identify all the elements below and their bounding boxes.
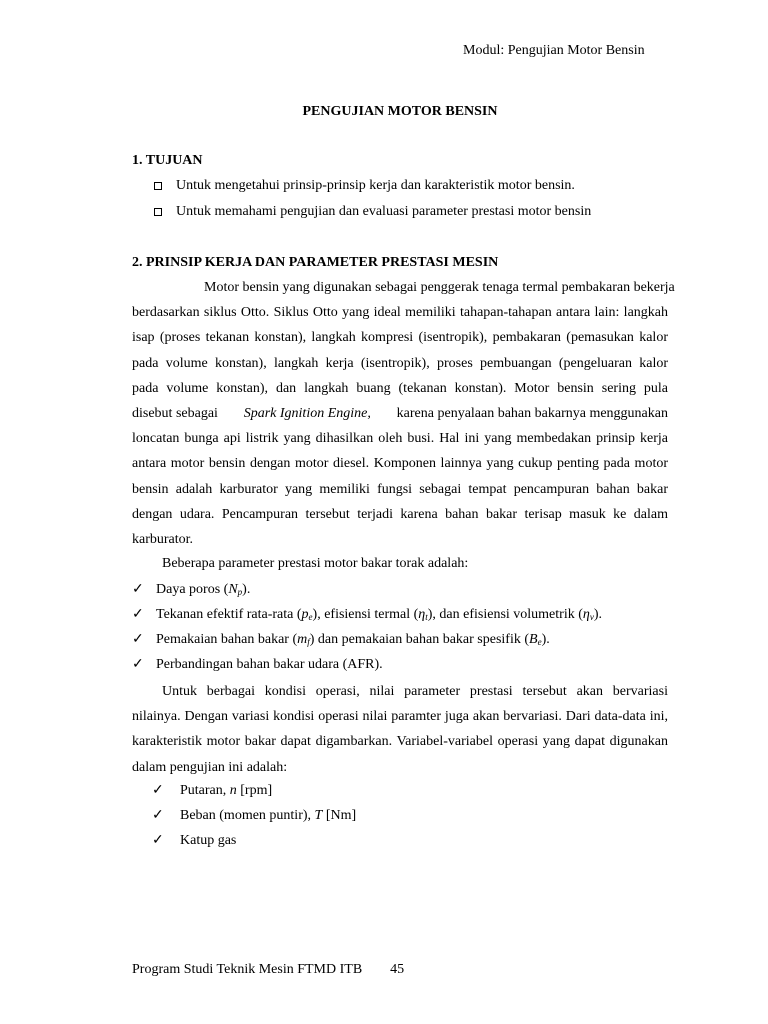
italic-term: Spark Ignition Engine, [243, 405, 371, 421]
paragraph-line: nilainya. Dengan variasi kondisi operasi nilai paramter juga akan bervariasi. Dari data-data ini, [132, 709, 668, 725]
paragraph-line: Motor bensin yang digunakan sebagai penggerak tenaga termal pembakaran bekerja [204, 280, 675, 295]
square-bullet-icon [154, 208, 162, 216]
variable-item-3: ✓ Katup gas [152, 833, 237, 848]
checkmark-icon: ✓ [152, 783, 164, 798]
parameter-item-3: ✓ Pemakaian bahan bakar $(m_f)$ dan pemakaian bahan bakar spesifik $(B_e)$. [132, 632, 550, 647]
checkmark-icon: ✓ [152, 833, 164, 848]
paragraph-line: isap (proses tekanan konstan), langkah kompresi (isentropik), pembakaran (pemasukan kalor [132, 330, 668, 346]
paragraph-line: pada volume konstan), dan langkah buang (tekanan konstan). Motor bensin sering pula [132, 380, 668, 396]
checkmark-icon: ✓ [132, 632, 144, 647]
paragraph-line: disebut sebagai Spark Ignition Engine, karena penyalaan bahan bakarnya menggunakan [132, 401, 668, 426]
objective-item-1: Untuk mengetahui prinsip-prinsip kerja dan karakteristik motor bensin. [154, 178, 575, 194]
objective-item-2: Untuk memahami pengujian dan evaluasi parameter prestasi motor bensin [154, 204, 591, 220]
square-bullet-icon [154, 182, 162, 190]
section-1-heading: 1. TUJUAN [132, 153, 203, 168]
page-number: 45 [390, 962, 405, 977]
variable-item-2: ✓ Beban (momen puntir), T [Nm] [152, 808, 357, 823]
paragraph-line: berdasarkan siklus Otto. Siklus Otto yang ideal memiliki tahapan-tahapan antara lain: langkah [132, 305, 668, 321]
paragraph-line: antara motor bensin dengan motor diesel. Komponen lainnya yang cukup penting pada motor [132, 456, 668, 472]
checkmark-icon: ✓ [132, 582, 144, 597]
paragraph-line: dalam pengujian ini adalah: [132, 759, 288, 775]
variable-item-1: ✓ Putaran, n [rpm] [152, 783, 273, 798]
paragraph-line: bensin adalah karburator yang memiliki fungsi sebagai tempat pencampuran bahan bakar [132, 481, 668, 497]
paragraph-2: Beberapa parameter prestasi motor bakar torak adalah: [162, 556, 469, 571]
running-header: Modul: Pengujian Motor Bensin [463, 43, 645, 58]
paragraph-line: Untuk berbagai kondisi operasi, nilai parameter prestasi tersebut akan bervariasi [162, 684, 668, 699]
paragraph-line: loncatan bunga api listrik yang dihasilkan oleh busi. Hal ini yang membedakan prinsip kerja [132, 431, 668, 447]
footer-program: Program Studi Teknik Mesin FTMD ITB [132, 962, 363, 977]
page-title: PENGUJIAN MOTOR BENSIN [302, 104, 498, 119]
paragraph-line: karakteristik motor bakar dapat digambarkan. Variabel-variabel operasi yang dapat digunakan [132, 734, 668, 750]
paragraph-line: karburator. [132, 531, 194, 547]
parameter-item-1: ✓ Daya poros $(N_p)$. [132, 582, 251, 597]
checkmark-icon: ✓ [132, 607, 144, 622]
paragraph-line: dengan udara. Pencampuran tersebut terjadi karena bahan bakar terisap masuk ke dalam [132, 506, 668, 522]
parameter-item-4: ✓ Perbandingan bahan bakar udara (AFR). [132, 657, 383, 672]
section-2-heading: 2. PRINSIP KERJA DAN PARAMETER PRESTASI MESIN [132, 255, 499, 270]
paragraph-line: pada volume konstan), langkah kerja (isentropik), proses pembuangan (pengeluaran kalor [132, 355, 668, 371]
checkmark-icon: ✓ [132, 657, 144, 672]
checkmark-icon: ✓ [152, 808, 164, 823]
paragraph-1 [132, 275, 675, 552]
paragraph-3 [132, 679, 668, 780]
page-footer [132, 962, 404, 978]
parameter-item-2: ✓ Tekanan efektif rata-rata $(p_e)$, efisiensi termal $(\eta_t)$, dan efisiensi volumetrik $(\eta_v)$. [132, 607, 603, 622]
